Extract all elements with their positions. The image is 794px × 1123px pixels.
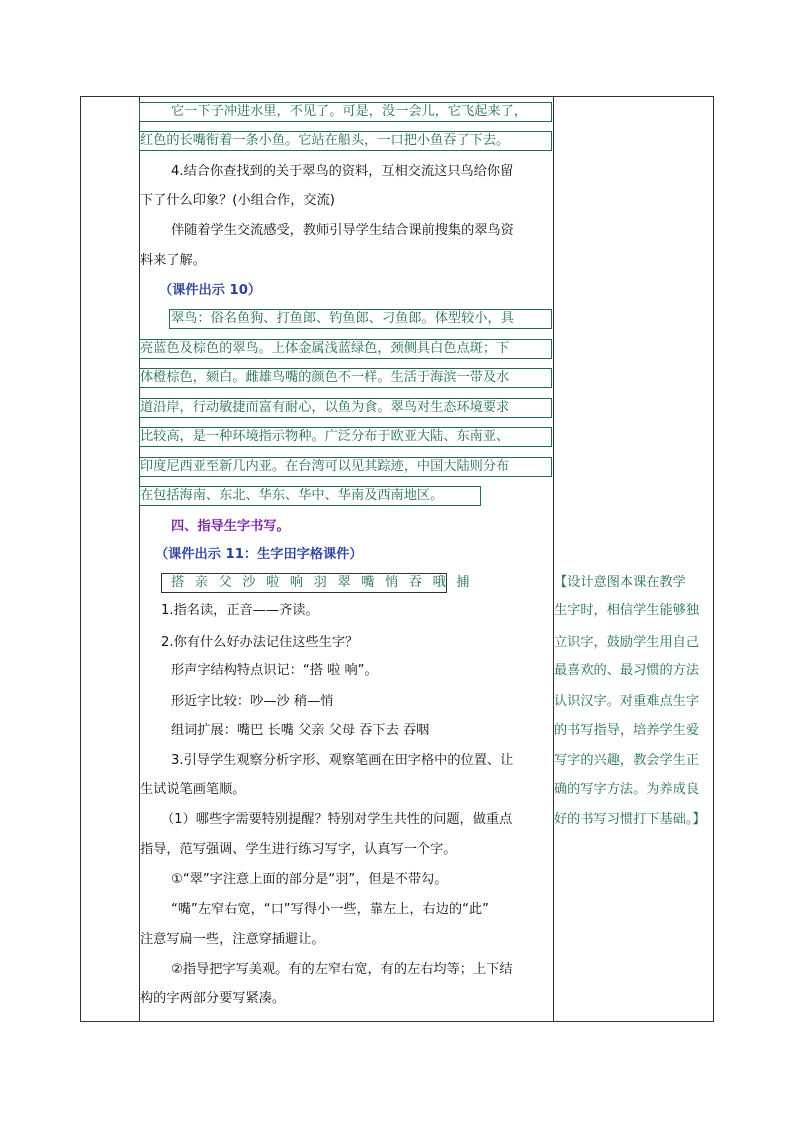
quote-line-2: 红色的长嘴衔着一条小鱼。它站在船头，一口把小鱼吞了下去。	[140, 133, 510, 148]
teaching-process-cell	[139, 96, 552, 1022]
point-1-line-1: （1）哪些字需要特别提醒？特别对学生共性的问题，做重点	[161, 812, 513, 827]
info-line-6: 印度尼西亚至新几内亚。在台湾可以见其踪迹，中国大陆则分布	[140, 459, 510, 474]
companion-line-2: 料来了解。	[140, 253, 206, 268]
step-1: 1.指名读，正音——齐读。	[161, 603, 319, 618]
design-note-line-9: 好的书写习惯打下基础。】	[554, 812, 706, 827]
info-line-2: 亮蓝色及棕色的翠鸟。上体金属浅蓝绿色，颈侧具白色点斑；下	[140, 341, 510, 356]
question-4-line-2: 下了什么印象？(小组合作，交流)	[140, 193, 335, 208]
step-3-line-1: 3.引导学生观察分析字形、观察笔画在田字格中的位置、让	[171, 753, 514, 768]
step-2-phonetic: 形声字结构特点识记：“搭 啦 响”。	[171, 663, 378, 678]
step-2-similar: 形近字比较：吵—沙 稍—悄	[171, 694, 334, 709]
step-2: 2.你有什么好办法记住这些生字？	[161, 635, 359, 650]
section-4-heading: 四、指导生字书写。	[171, 519, 290, 534]
courseware-10-label: （课件出示 10）	[159, 283, 262, 298]
quote-line-1: 它一下子冲进水里，不见了。可是，没一会儿，它飞起来了，	[171, 104, 528, 119]
step-3-line-2: 生试说笔画笔顺。	[140, 782, 246, 797]
design-note-line-4: 最喜欢的、最习惯的方法	[554, 663, 700, 678]
info-line-3: 体橙棕色，颏白。雌雄鸟嘴的颜色不一样。生活于海滨一带及水	[140, 370, 510, 385]
char-zui-note-line-2: 注意写扁一些，注意穿插避让。	[140, 932, 325, 947]
info-line-7: 在包括海南、东北、华东、华中、华南及西南地区。	[140, 488, 444, 503]
info-line-5: 比较高，是一种环境指示物种。广泛分布于欧亚大陆、东南亚、	[140, 429, 510, 444]
char-zui-note-line-1: “嘴”左窄右宽，“口”写得小一些，靠左上，右边的“此”	[171, 902, 489, 917]
design-intent-cell	[553, 96, 714, 1022]
point-1-line-2: 指导，范写强调、学生进行练习写字，认真写一个字。	[140, 842, 457, 857]
new-characters: 搭 亲 父 沙 啦 响 羽 翠 嘴 悄 吞 哦 捕	[171, 575, 473, 590]
design-note-line-2: 生字时，相信学生能够独	[554, 603, 700, 618]
design-note-line-3: 立识字，鼓励学生用自己	[554, 635, 700, 650]
design-note-line-7: 写字的兴趣，教会学生正	[554, 753, 700, 768]
info-line-4: 道沿岸，行动敏捷而富有耐心，以鱼为食。翠鸟对生态环境要求	[140, 400, 510, 415]
char-cui-note: ①“翠”字注意上面的部分是“羽”，但是不带勾。	[171, 872, 448, 887]
beauty-note-line-2: 构的字两部分要写紧凑。	[140, 991, 286, 1006]
question-4-line-1: 4.结合你查找到的关于翠鸟的资料，互相交流这只鸟给你留	[171, 164, 514, 179]
beauty-note-line-1: ②指导把字写美观。有的左窄右宽，有的左右均等；上下结	[171, 962, 513, 977]
companion-line-1: 伴随着学生交流感受，教师引导学生结合课前搜集的翠鸟资	[171, 223, 514, 238]
design-note-line-1: 【设计意图本课在教学	[554, 575, 686, 590]
design-note-line-8: 确的写字方法。为养成良	[554, 782, 700, 797]
design-note-line-6: 的书写指导，培养学生爱	[554, 723, 700, 738]
info-line-1: 翠鸟：俗名鱼狗、打鱼郎、钓鱼郎、刁鱼郎。体型较小，具	[171, 311, 514, 326]
courseware-11-label: （课件出示 11：生字田字格课件）	[155, 547, 363, 562]
design-note-line-5: 认识汉字。对重难点生字	[554, 694, 700, 709]
step-2-words: 组词扩展：嘴巴 长嘴 父亲 父母 吞下去 吞咽	[171, 723, 430, 738]
